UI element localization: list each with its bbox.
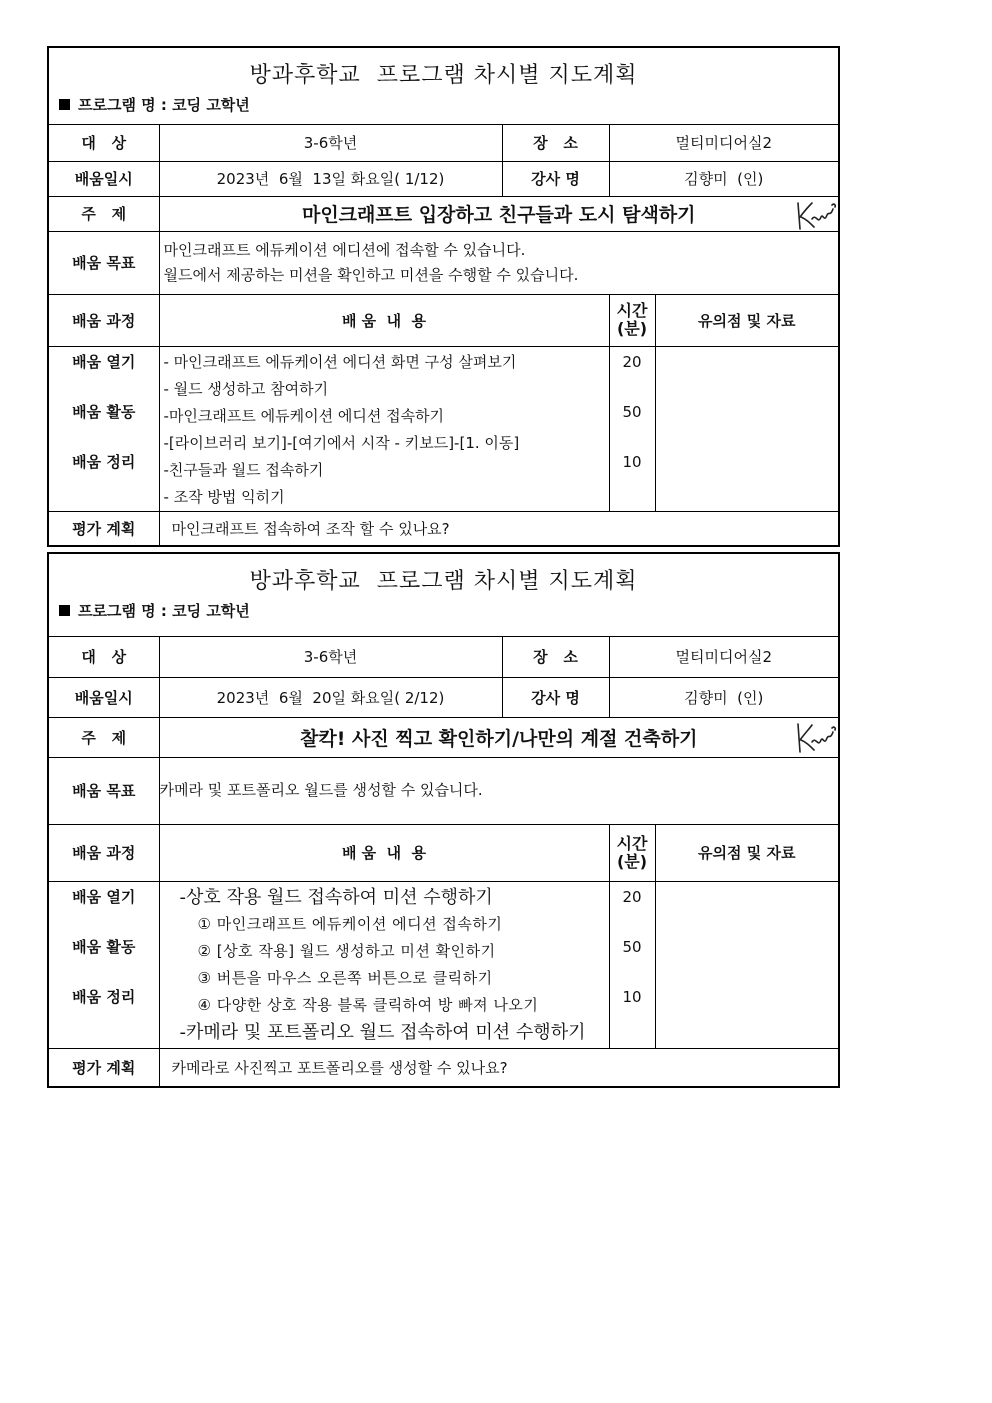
goal-cell [159,757,838,824]
goal-cell [159,231,838,294]
time-value: 10 [622,987,642,1006]
target-label: 대 상 [49,637,159,677]
stage-label: 배움 정리 [72,987,136,1006]
plan-header [49,554,838,637]
time-value: 50 [622,402,642,421]
place-label: 장 소 [502,125,609,161]
stages-cell [49,881,159,1048]
stages-cell [49,346,159,511]
time-label-line: (분) [616,851,648,871]
date-label: 배움일시 [49,161,159,196]
step-item: ③ 버튼을 마우스 오른쪽 버튼으로 클릭하기 [197,968,493,987]
time-value: 20 [622,352,642,371]
topic-cell [159,196,838,231]
steps-cell [159,881,609,1048]
teacher-label: 강사 명 [502,161,609,196]
page-title: 방과후학교 프로그램 차시별 지도계획 [249,63,638,88]
times-cell [609,346,655,511]
time-label-line: 시간 [616,833,648,853]
topic-value: 마인크래프트 입장하고 친구들과 도시 탐색하기 [301,204,696,226]
plan-header [49,48,838,125]
teacher-value: 김향미 (인) [609,677,838,717]
goal-item: 마인크래프트 에듀케이션 에디션에 접속할 수 있습니다. [163,240,526,259]
process-label: 배움 과정 [49,824,159,881]
signature-icon [792,199,838,233]
time-value: 20 [622,887,642,906]
teacher-label: 강사 명 [502,677,609,717]
lesson-plan-1 [47,46,840,547]
goal-label: 배움 목표 [49,231,159,294]
evaluation-label: 평가 계획 [49,511,159,545]
time-value: 50 [622,937,642,956]
step-item: -[라이브러리 보기]-[여기에서 시작 - 키보드]-[1. 이동] [163,433,520,452]
stage-label: 배움 정리 [72,452,136,471]
time-label [609,824,655,881]
step-item: ② [상호 작용] 월드 생성하고 미션 확인하기 [197,941,496,960]
notes-label: 유의점 및 자료 [655,824,838,881]
signature-icon [792,720,838,756]
plan-table [49,125,838,545]
step-item: - 조작 방법 익히기 [163,487,285,506]
step-item: ① 마인크래프트 에듀케이션 에디션 접속하기 [197,914,503,933]
date-value: 2023년 6월 13일 화요일( 1/12) [159,161,502,196]
goal-label: 배움 목표 [49,757,159,824]
program-name-text: 프로그램 명 : 코딩 고학년 [78,602,250,620]
process-label: 배움 과정 [49,294,159,346]
square-bullet-icon [59,99,70,110]
stage-label: 배움 열기 [72,887,136,906]
stage-label: 배움 활동 [72,402,136,421]
topic-label: 주 제 [49,196,159,231]
content-label: 배 움 내 용 [159,294,609,346]
lesson-plan-2 [47,552,840,1088]
target-value: 3-6학년 [159,125,502,161]
evaluation-value: 마인크래프트 접속하여 조작 할 수 있나요? [159,511,838,545]
notes-label: 유의점 및 자료 [655,294,838,346]
step-item: - 마인크래프트 에듀케이션 에디션 화면 구성 살펴보기 [163,352,517,371]
page-title: 방과후학교 프로그램 차시별 지도계획 [249,569,638,594]
times-cell [609,881,655,1048]
topic-cell [159,717,838,757]
topic-label: 주 제 [49,717,159,757]
square-bullet-icon [59,605,70,616]
topic-value: 찰칵! 사진 찍고 확인하기/나만의 계절 건축하기 [300,727,698,750]
steps-cell [159,346,609,511]
program-name [49,94,838,124]
place-value: 멀티미디어실2 [609,637,838,677]
program-name-text: 프로그램 명 : 코딩 고학년 [78,96,250,114]
stage-label: 배움 활동 [72,937,136,956]
content-label: 배 움 내 용 [159,824,609,881]
step-item: ④ 다양한 상호 작용 블록 클릭하여 방 빠져 나오기 [197,995,539,1014]
target-value: 3-6학년 [159,637,502,677]
goal-item: 월드에서 제공하는 미션을 확인하고 미션을 수행할 수 있습니다. [163,265,579,284]
notes-cell [655,346,838,511]
stage-label: 배움 열기 [72,352,136,371]
time-label-line: 시간 [616,301,648,320]
teacher-value: 김향미 (인) [609,161,838,196]
plan-table [49,637,838,1086]
step-item: -카메라 및 포트폴리오 월드 접속하여 미션 수행하기 [179,1021,586,1043]
step-item: -친구들과 월드 접속하기 [163,460,324,479]
time-label [609,294,655,346]
time-label-line: (분) [616,319,648,338]
program-name [49,600,838,636]
date-label: 배움일시 [49,677,159,717]
evaluation-value: 카메라로 사진찍고 포트폴리오를 생성할 수 있나요? [159,1048,838,1086]
notes-cell [655,881,838,1048]
place-label: 장 소 [502,637,609,677]
step-item: -상호 작용 월드 접속하여 미션 수행하기 [179,886,493,908]
place-value: 멀티미디어실2 [609,125,838,161]
step-item: -마인크래프트 에듀케이션 에디션 접속하기 [163,406,445,425]
time-value: 10 [622,452,642,471]
target-label: 대 상 [49,125,159,161]
date-value: 2023년 6월 20일 화요일( 2/12) [159,677,502,717]
evaluation-label: 평가 계획 [49,1048,159,1086]
goal-item: 카메라 및 포트폴리오 월드를 생성할 수 있습니다. [159,781,483,799]
step-item: - 월드 생성하고 참여하기 [163,379,329,398]
